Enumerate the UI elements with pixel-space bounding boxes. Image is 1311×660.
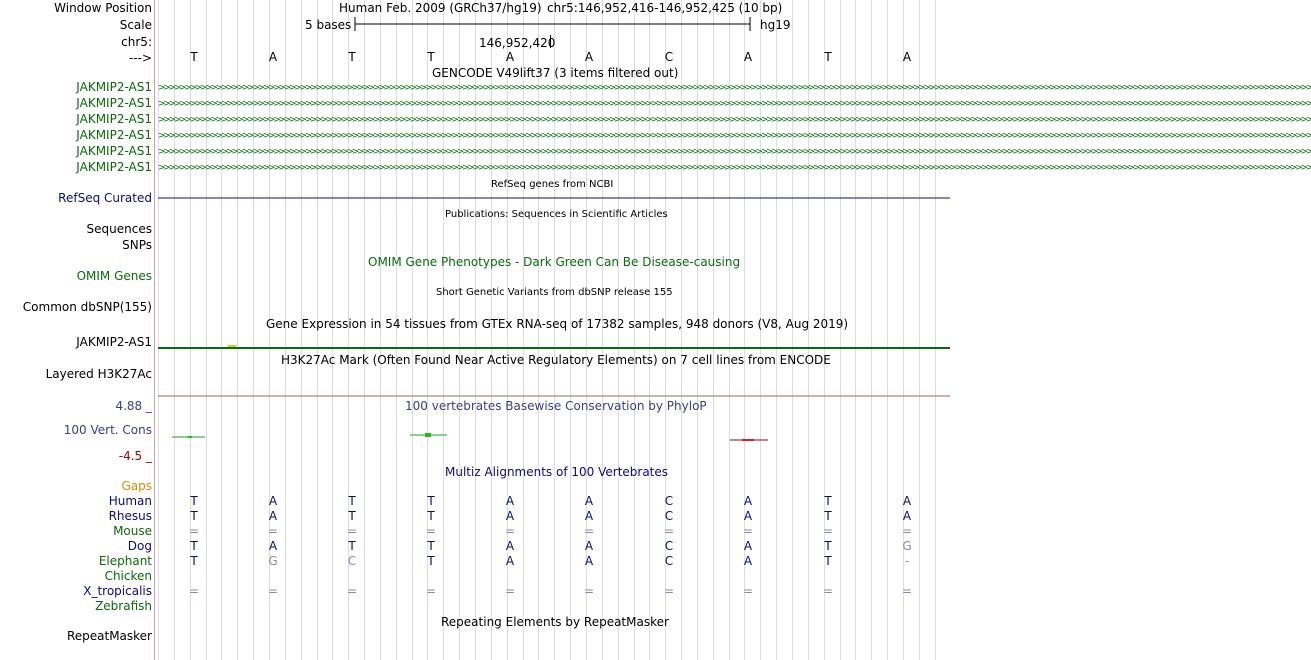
reference-base: A — [505, 50, 515, 64]
alignment-base: A — [743, 554, 753, 568]
alignment-base: = — [583, 584, 595, 598]
reference-base: T — [824, 50, 832, 64]
chrom-label: chr5: — [121, 35, 152, 49]
gencode-gene-feature[interactable]: >>>>>>>>>>>>>>>>>>>>>>>>>>>>>>>>>>>>>>>>>>>>>>>>>>>>>>>>>>>>>>>>>>>>>>>>>>>>>>>>>>>>>>>>>>>>>>>>>>>>>>>>>>>>>>>>>>>>>>>>>>>>>>>>>>>>>>>>>>>>>>>>>>>>>>>>>>>>>>>>>>>>>>>>>>>>>>>>>>>>>>>>>>>>>>>>>>>>>>>>>>>>>>>>>>>>>>>>>>>> — [158, 83, 1311, 93]
alignment-base: = — [583, 524, 595, 538]
publications-title: Publications: Sequences in Scientific Articles — [445, 209, 668, 220]
reference-base: C — [664, 50, 674, 64]
alignment-base: T — [348, 539, 356, 553]
gencode-item-label[interactable]: JAKMIP2-AS1 — [76, 144, 152, 158]
species-label-zebrafish[interactable]: Zebrafish — [95, 599, 152, 613]
omim-title: OMIM Gene Phenotypes - Dark Green Can Be Disease-causing — [368, 255, 741, 269]
gencode-item-label[interactable]: JAKMIP2-AS1 — [76, 128, 152, 142]
gaps-label[interactable]: Gaps — [121, 479, 152, 493]
alignment-base: A — [584, 494, 594, 508]
alignment-base: = — [346, 584, 358, 598]
alignment-base: A — [505, 494, 515, 508]
alignment-base: = — [188, 584, 200, 598]
alignment-base: = — [822, 524, 834, 538]
alignment-base: = — [742, 584, 754, 598]
alignment-base: T — [824, 554, 832, 568]
alignment-base: T — [427, 509, 435, 523]
refseq-label[interactable]: RefSeq Curated — [58, 191, 152, 205]
alignment-base: G — [268, 554, 278, 568]
alignment-base: A — [268, 539, 278, 553]
alignment-base: = — [267, 584, 279, 598]
alignment-base: C — [347, 554, 357, 568]
h3k27ac-label[interactable]: Layered H3K27Ac — [45, 367, 152, 381]
alignment-base: = — [663, 524, 675, 538]
gencode-item-label[interactable]: JAKMIP2-AS1 — [76, 80, 152, 94]
refseq-title: RefSeq genes from NCBI — [491, 179, 614, 190]
multiz-title: Multiz Alignments of 100 Vertebrates — [445, 465, 669, 479]
scale-db: hg19 — [760, 18, 791, 32]
alignment-base: T — [824, 539, 832, 553]
alignment-base: T — [190, 494, 198, 508]
snps-label[interactable]: SNPs — [122, 238, 152, 252]
phylop-min-label: -4.5 _ — [118, 449, 152, 463]
species-label-mouse[interactable]: Mouse — [113, 524, 152, 538]
species-label-rhesus[interactable]: Rhesus — [108, 509, 152, 523]
reference-base: A — [268, 50, 278, 64]
phylop-title: 100 vertebrates Basewise Conservation by PhyloP — [405, 399, 707, 413]
alignment-base: T — [348, 494, 356, 508]
alignment-base: G — [902, 539, 912, 553]
alignment-base: T — [348, 509, 356, 523]
alignment-base: = — [742, 524, 754, 538]
repeatmasker-label[interactable]: RepeatMasker — [66, 629, 152, 643]
gencode-item-label[interactable]: JAKMIP2-AS1 — [76, 112, 152, 126]
h3k27ac-title: H3K27Ac Mark (Often Found Near Active Regulatory Elements) on 7 cell lines from ENCODE — [281, 353, 831, 367]
alignment-base: C — [664, 509, 674, 523]
alignment-base: A — [584, 539, 594, 553]
reference-base: T — [348, 50, 356, 64]
alignment-base: = — [504, 524, 516, 538]
scale-text: 5 bases — [305, 18, 352, 32]
alignment-base: = — [425, 524, 437, 538]
reference-base: T — [190, 50, 198, 64]
alignment-base: T — [824, 509, 832, 523]
reference-base: A — [584, 50, 594, 64]
alignment-base: = — [901, 524, 913, 538]
alignment-base: = — [346, 524, 358, 538]
scale-label: Scale — [119, 18, 152, 32]
omim-label[interactable]: OMIM Genes — [76, 269, 152, 283]
gencode-gene-feature[interactable]: >>>>>>>>>>>>>>>>>>>>>>>>>>>>>>>>>>>>>>>>>>>>>>>>>>>>>>>>>>>>>>>>>>>>>>>>>>>>>>>>>>>>>>>>>>>>>>>>>>>>>>>>>>>>>>>>>>>>>>>>>>>>>>>>>>>>>>>>>>>>>>>>>>>>>>>>>>>>>>>>>>>>>>>>>>>>>>>>>>>>>>>>>>>>>>>>>>>>>>>>>>>>>>>>>>>>>>>>>>>> — [158, 163, 1311, 173]
alignment-base: A — [584, 554, 594, 568]
gencode-gene-feature[interactable]: >>>>>>>>>>>>>>>>>>>>>>>>>>>>>>>>>>>>>>>>>>>>>>>>>>>>>>>>>>>>>>>>>>>>>>>>>>>>>>>>>>>>>>>>>>>>>>>>>>>>>>>>>>>>>>>>>>>>>>>>>>>>>>>>>>>>>>>>>>>>>>>>>>>>>>>>>>>>>>>>>>>>>>>>>>>>>>>>>>>>>>>>>>>>>>>>>>>>>>>>>>>>>>>>>>>>>>>>>>>> — [158, 99, 1311, 109]
alignment-base: A — [743, 539, 753, 553]
gtex-title: Gene Expression in 54 tissues from GTEx RNA-seq of 17382 samples, 948 donors (V8, Aug 2019) — [266, 317, 849, 331]
sequences-label[interactable]: Sequences — [86, 222, 152, 236]
alignment-base: T — [190, 539, 198, 553]
gencode-title: GENCODE V49lift37 (3 items filtered out) — [432, 66, 679, 80]
alignment-base: = — [425, 584, 437, 598]
species-label-human[interactable]: Human — [108, 494, 152, 508]
reference-base: T — [427, 50, 435, 64]
assembly-title: Human Feb. 2009 (GRCh37/hg19) — [339, 1, 542, 15]
gencode-item-label[interactable]: JAKMIP2-AS1 — [76, 96, 152, 110]
position-text: chr5:146,952,416-146,952,425 (10 bp) — [547, 1, 783, 15]
alignment-base: A — [743, 509, 753, 523]
alignment-base: - — [904, 554, 910, 568]
dbsnp-title: Short Genetic Variants from dbSNP release 155 — [436, 287, 673, 298]
alignment-base: A — [902, 509, 912, 523]
dbsnp-label[interactable]: Common dbSNP(155) — [22, 300, 152, 314]
species-label-dog[interactable]: Dog — [127, 539, 152, 553]
alignment-base: = — [504, 584, 516, 598]
alignment-base: A — [268, 494, 278, 508]
alignment-base: C — [664, 494, 674, 508]
alignment-base: T — [427, 539, 435, 553]
gencode-gene-feature[interactable]: >>>>>>>>>>>>>>>>>>>>>>>>>>>>>>>>>>>>>>>>>>>>>>>>>>>>>>>>>>>>>>>>>>>>>>>>>>>>>>>>>>>>>>>>>>>>>>>>>>>>>>>>>>>>>>>>>>>>>>>>>>>>>>>>>>>>>>>>>>>>>>>>>>>>>>>>>>>>>>>>>>>>>>>>>>>>>>>>>>>>>>>>>>>>>>>>>>>>>>>>>>>>>>>>>>>>>>>>>>>> — [158, 115, 1311, 125]
alignment-base: A — [505, 554, 515, 568]
alignment-base: C — [664, 539, 674, 553]
alignment-base: T — [824, 494, 832, 508]
coordinate-text: 146,952,420 — [479, 36, 556, 50]
alignment-base: C — [664, 554, 674, 568]
alignment-base: A — [505, 509, 515, 523]
window-position-label: Window Position — [54, 1, 152, 15]
phylop-max-label: 4.88 _ — [115, 399, 152, 413]
phylop-label[interactable]: 100 Vert. Cons — [63, 423, 152, 437]
alignment-base: A — [505, 539, 515, 553]
gencode-item-label[interactable]: JAKMIP2-AS1 — [76, 160, 152, 174]
gencode-gene-feature[interactable]: >>>>>>>>>>>>>>>>>>>>>>>>>>>>>>>>>>>>>>>>>>>>>>>>>>>>>>>>>>>>>>>>>>>>>>>>>>>>>>>>>>>>>>>>>>>>>>>>>>>>>>>>>>>>>>>>>>>>>>>>>>>>>>>>>>>>>>>>>>>>>>>>>>>>>>>>>>>>>>>>>>>>>>>>>>>>>>>>>>>>>>>>>>>>>>>>>>>>>>>>>>>>>>>>>>>>>>>>>>>> — [158, 131, 1311, 141]
alignment-base: T — [190, 554, 198, 568]
strand-label: ---> — [128, 51, 152, 65]
alignment-base: T — [427, 554, 435, 568]
alignment-base: T — [427, 494, 435, 508]
repeatmasker-title: Repeating Elements by RepeatMasker — [441, 615, 669, 629]
alignment-base: A — [902, 494, 912, 508]
gtex-label[interactable]: JAKMIP2-AS1 — [76, 335, 152, 349]
alignment-base: A — [584, 509, 594, 523]
gencode-gene-feature[interactable]: >>>>>>>>>>>>>>>>>>>>>>>>>>>>>>>>>>>>>>>>>>>>>>>>>>>>>>>>>>>>>>>>>>>>>>>>>>>>>>>>>>>>>>>>>>>>>>>>>>>>>>>>>>>>>>>>>>>>>>>>>>>>>>>>>>>>>>>>>>>>>>>>>>>>>>>>>>>>>>>>>>>>>>>>>>>>>>>>>>>>>>>>>>>>>>>>>>>>>>>>>>>>>>>>>>>>>>>>>>>> — [158, 147, 1311, 157]
alignment-base: A — [268, 509, 278, 523]
alignment-base: = — [267, 524, 279, 538]
species-label-chicken[interactable]: Chicken — [104, 569, 152, 583]
reference-base: A — [743, 50, 753, 64]
alignment-base: T — [190, 509, 198, 523]
species-label-x-tropicalis[interactable]: X_tropicalis — [83, 584, 152, 598]
alignment-base: = — [188, 524, 200, 538]
alignment-base: = — [663, 584, 675, 598]
alignment-base: A — [743, 494, 753, 508]
species-label-elephant[interactable]: Elephant — [98, 554, 152, 568]
reference-base: A — [902, 50, 912, 64]
alignment-base: = — [822, 584, 834, 598]
alignment-base: = — [901, 584, 913, 598]
